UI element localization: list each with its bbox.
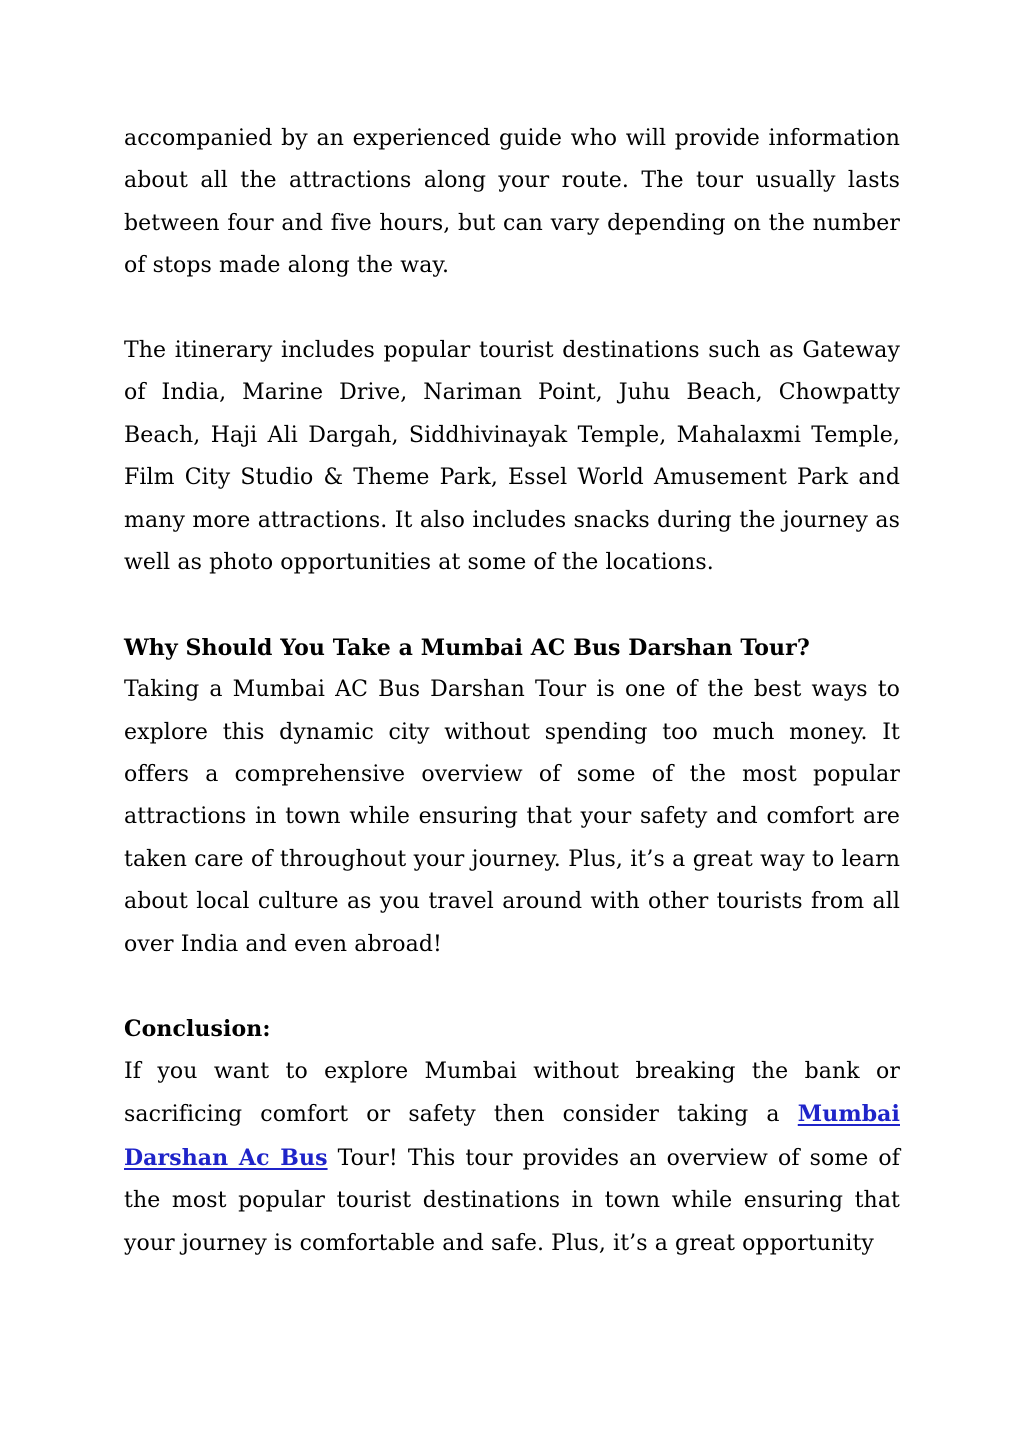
paragraph-why-take-tour: Taking a Mumbai AC Bus Darshan Tour is one of the best ways to explore this dynamic city without spending too much money. It offers a comprehensive overview of some of the most popular attractions in town while ensuring that your safety and comfort are taken care of throughout your journey. Plus, it’s a great way to learn about local culture as you travel around with other tourists from all over India and even abroad! xyxy=(124,677,900,957)
paragraph-spacer xyxy=(124,584,900,626)
conclusion-text-after-link: Tour! This tour provides an overview of some of the most popular tourist destinations in town while ensuring that your journey is comfortable and safe. Plus, it’s a great opportunity xyxy=(124,1145,900,1256)
document-page xyxy=(124,118,900,1265)
section-heading-why: Why Should You Take a Mumbai AC Bus Darshan Tour? xyxy=(124,634,810,661)
paragraph-spacer xyxy=(124,288,900,330)
paragraph-conclusion xyxy=(124,1051,900,1265)
paragraph-itinerary: The itinerary includes popular tourist destinations such as Gateway of India, Marine Drive, Nariman Point, Juhu Beach, Chowpatty Beach, Haji Ali Dargah, Siddhivinayak Temple, Mahalaxmi Temple, Film City Studio & Theme Park, Essel World Amusement Park and many more attractions. It also includes snacks during the journey as well as photo opportunities at some of the locations. xyxy=(124,338,900,576)
paragraph-spacer xyxy=(124,966,900,1008)
conclusion-text-before-link: If you want to explore Mumbai without breaking the bank or sacrificing comfort or safety then consider taking a xyxy=(124,1058,900,1128)
paragraph-guide-info: accompanied by an experienced guide who will provide information about all the attractions along your route. The tour usually lasts between four and five hours, but can vary depending on the number of stops made along the way. xyxy=(124,126,900,279)
mumbai-darshan-ac-bus-link[interactable]: Mumbai Darshan Ac Bus xyxy=(124,1101,900,1171)
section-heading-conclusion: Conclusion: xyxy=(124,1016,271,1043)
